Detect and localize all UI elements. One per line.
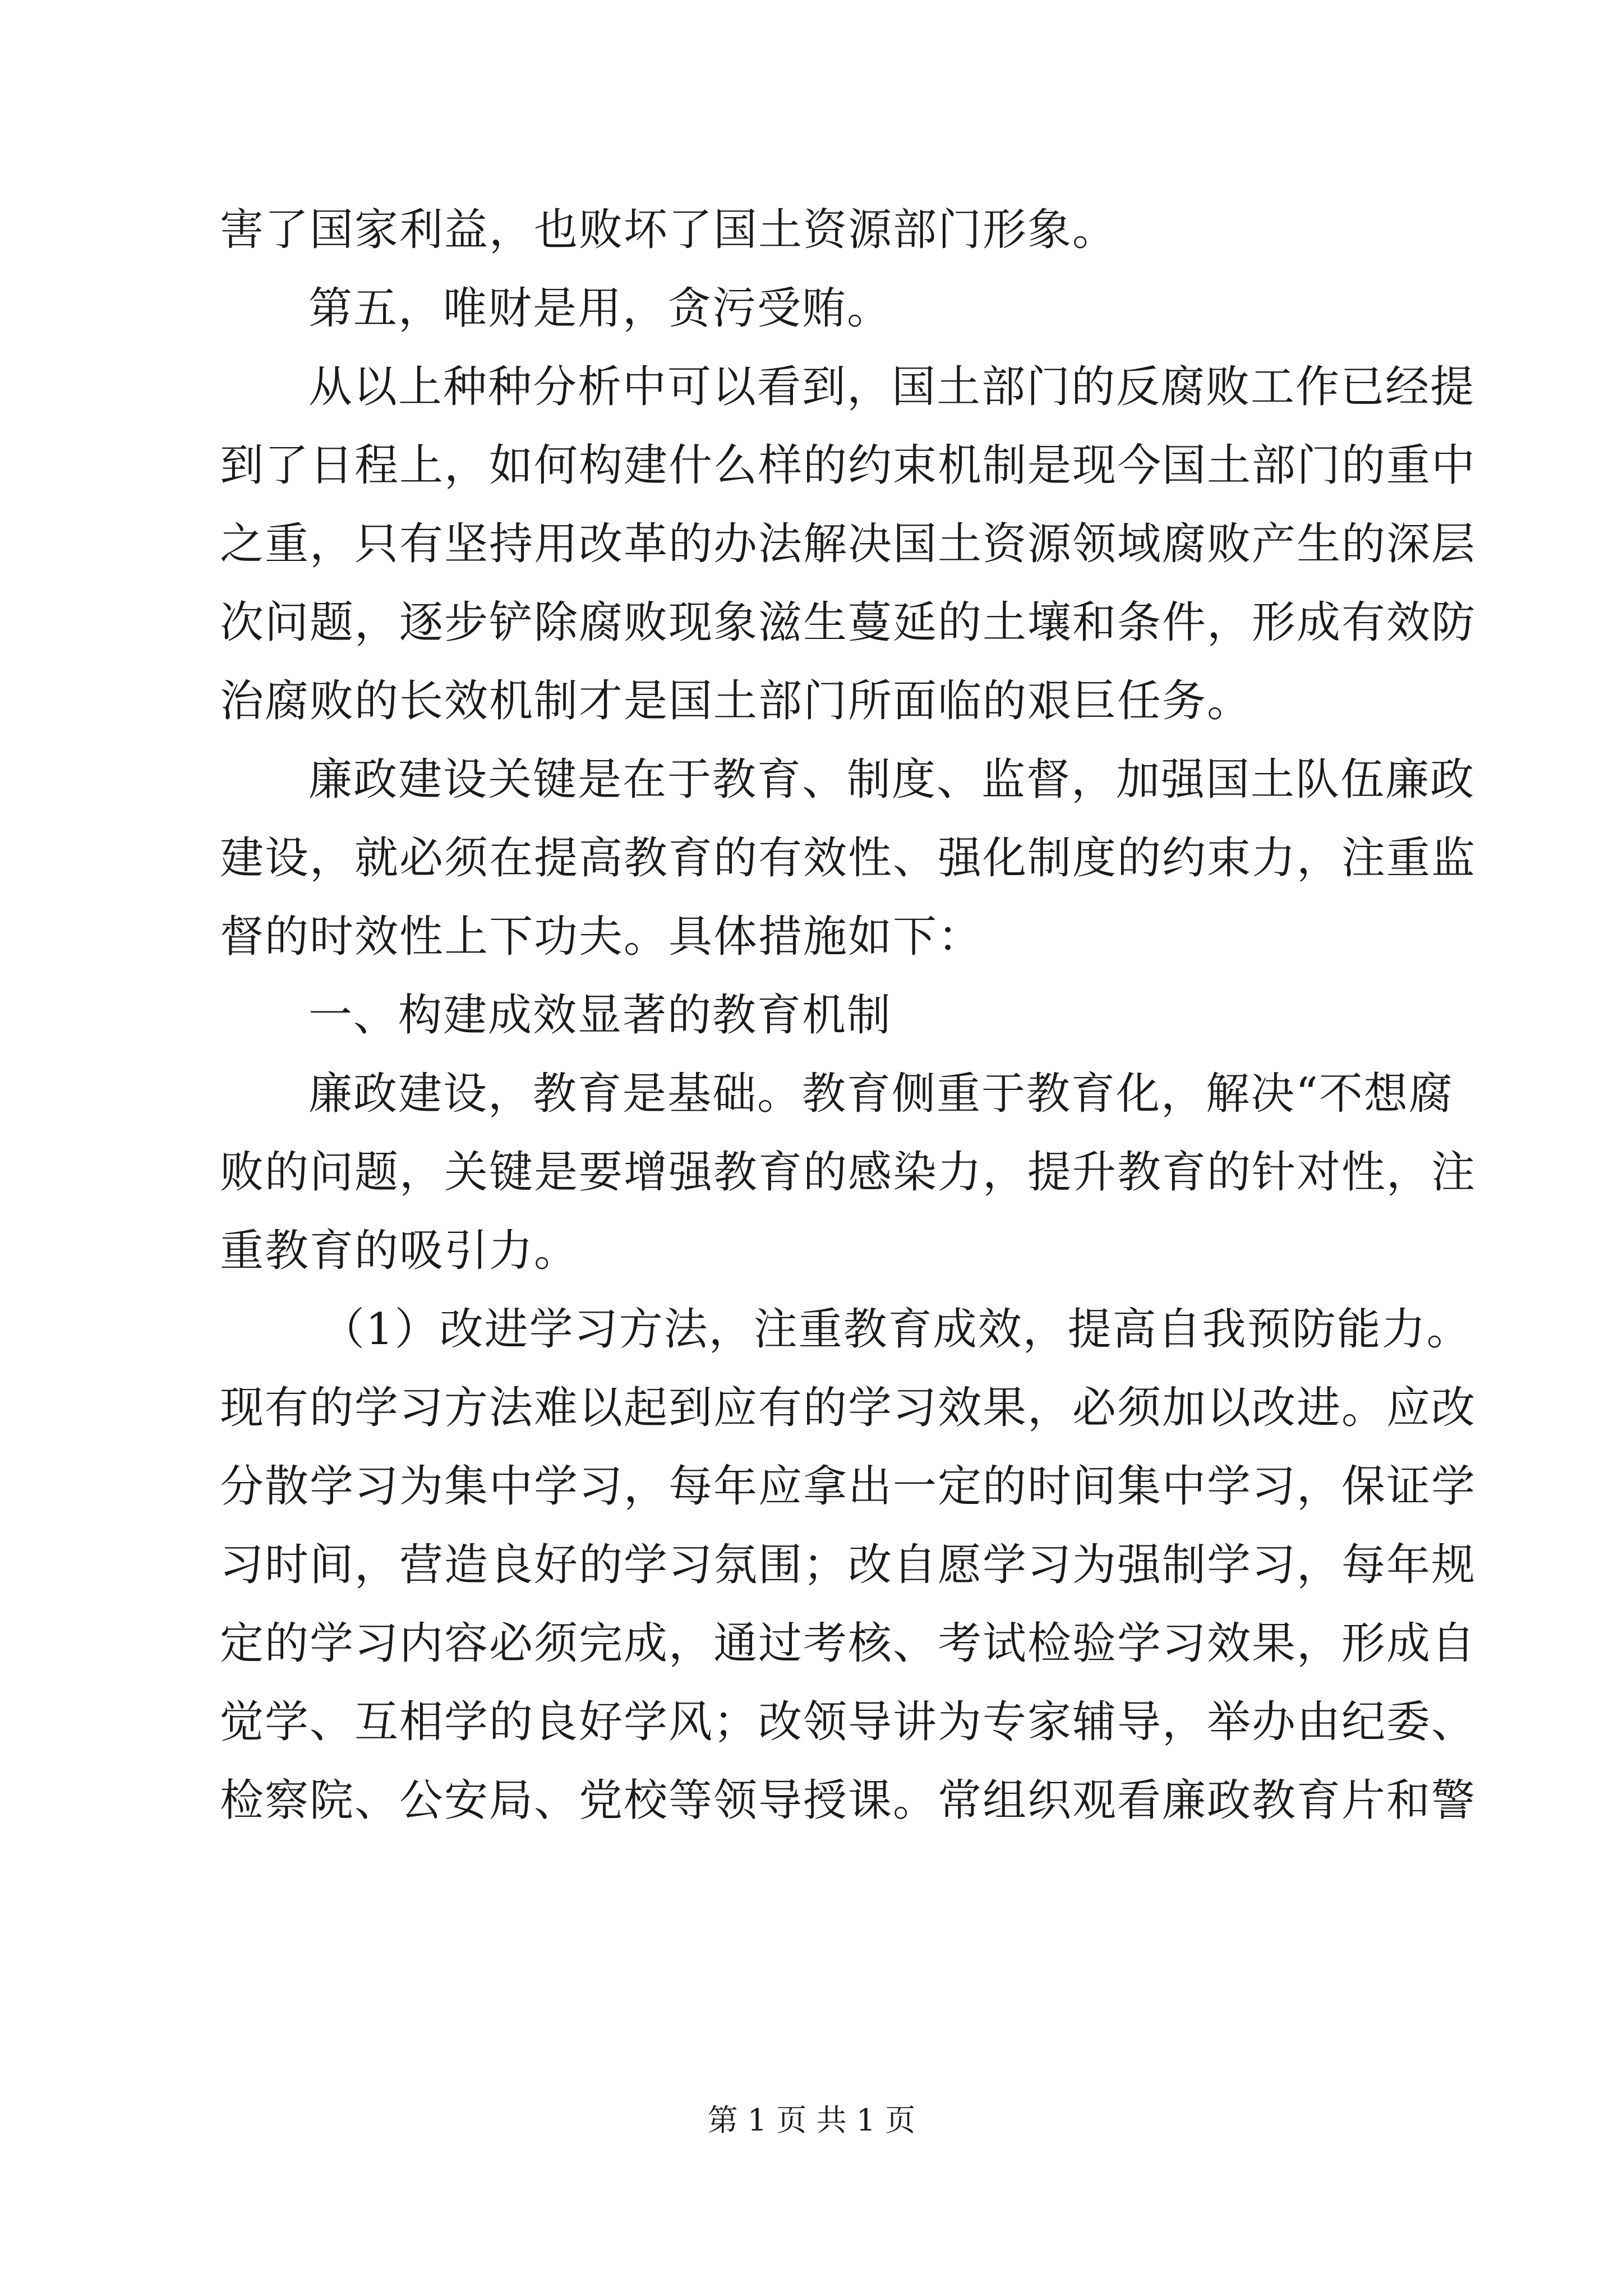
text-line: 检察院、公安局、党校等领导授课。常组织观看廉政教育片和警 — [220, 1775, 1477, 1826]
text-line: 之重，只有坚持用改革的办法解决国土资源领域腐败产生的深层 — [220, 519, 1477, 569]
text-line: 从以上种种分析中可以看到，国土部门的反腐败工作已经提 — [308, 362, 1476, 412]
text-line: 现有的学习方法难以起到应有的学习效果，必须加以改进。应改 — [220, 1383, 1477, 1433]
text-line: 廉政建设关键是在于教育、制度、监督，加强国土队伍廉政 — [308, 754, 1476, 805]
section-heading: 一、构建成效显著的教育机制 — [308, 990, 892, 1041]
text-line: 到了日程上，如何构建什么样的约束机制是现今国土部门的重中 — [220, 440, 1477, 491]
text-line: 害了国家利益，也败坏了国土资源部门形象。 — [220, 205, 1118, 255]
text-line: 廉政建设，教育是基础。教育侧重于教育化，解决“不想腐 — [308, 1069, 1454, 1119]
text-line: 建设，就必须在提高教育的有效性、强化制度的约束力，注重监 — [220, 833, 1477, 884]
text-line: 分散学习为集中学习，每年应拿出一定的时间集中学习，保证学 — [220, 1461, 1477, 1512]
page-number-label: 第 1 页 共 1 页 — [707, 2102, 916, 2138]
text-line: 定的学习内容必须完成，通过考核、考试检验学习效果，形成自 — [220, 1618, 1477, 1669]
text-line: 治腐败的长效机制才是国土部门所面临的艰巨任务。 — [220, 676, 1252, 726]
text-line: 觉学、互相学的良好学风；改领导讲为专家辅导，举办由纪委、 — [220, 1697, 1477, 1747]
text-line: 重教育的吸引力。 — [220, 1226, 579, 1276]
text-line: 习时间，营造良好的学习氛围；改自愿学习为强制学习，每年规 — [220, 1540, 1477, 1590]
text-line: 第五，唯财是用，贪污受贿。 — [308, 283, 892, 334]
page-footer — [0, 2101, 1623, 2140]
text-line: 次问题，逐步铲除腐败现象滋生蔓延的土壤和条件，形成有效防 — [220, 597, 1477, 648]
document-body — [220, 191, 1477, 1840]
subsection-heading: （1）改进学习方法，注重教育成效，提高自我预防能力。 — [321, 1304, 1472, 1355]
text-line: 败的问题，关键是要增强教育的感染力，提升教育的针对性，注 — [220, 1147, 1477, 1198]
text-line: 督的时效性上下功夫。具体措施如下： — [220, 912, 983, 962]
